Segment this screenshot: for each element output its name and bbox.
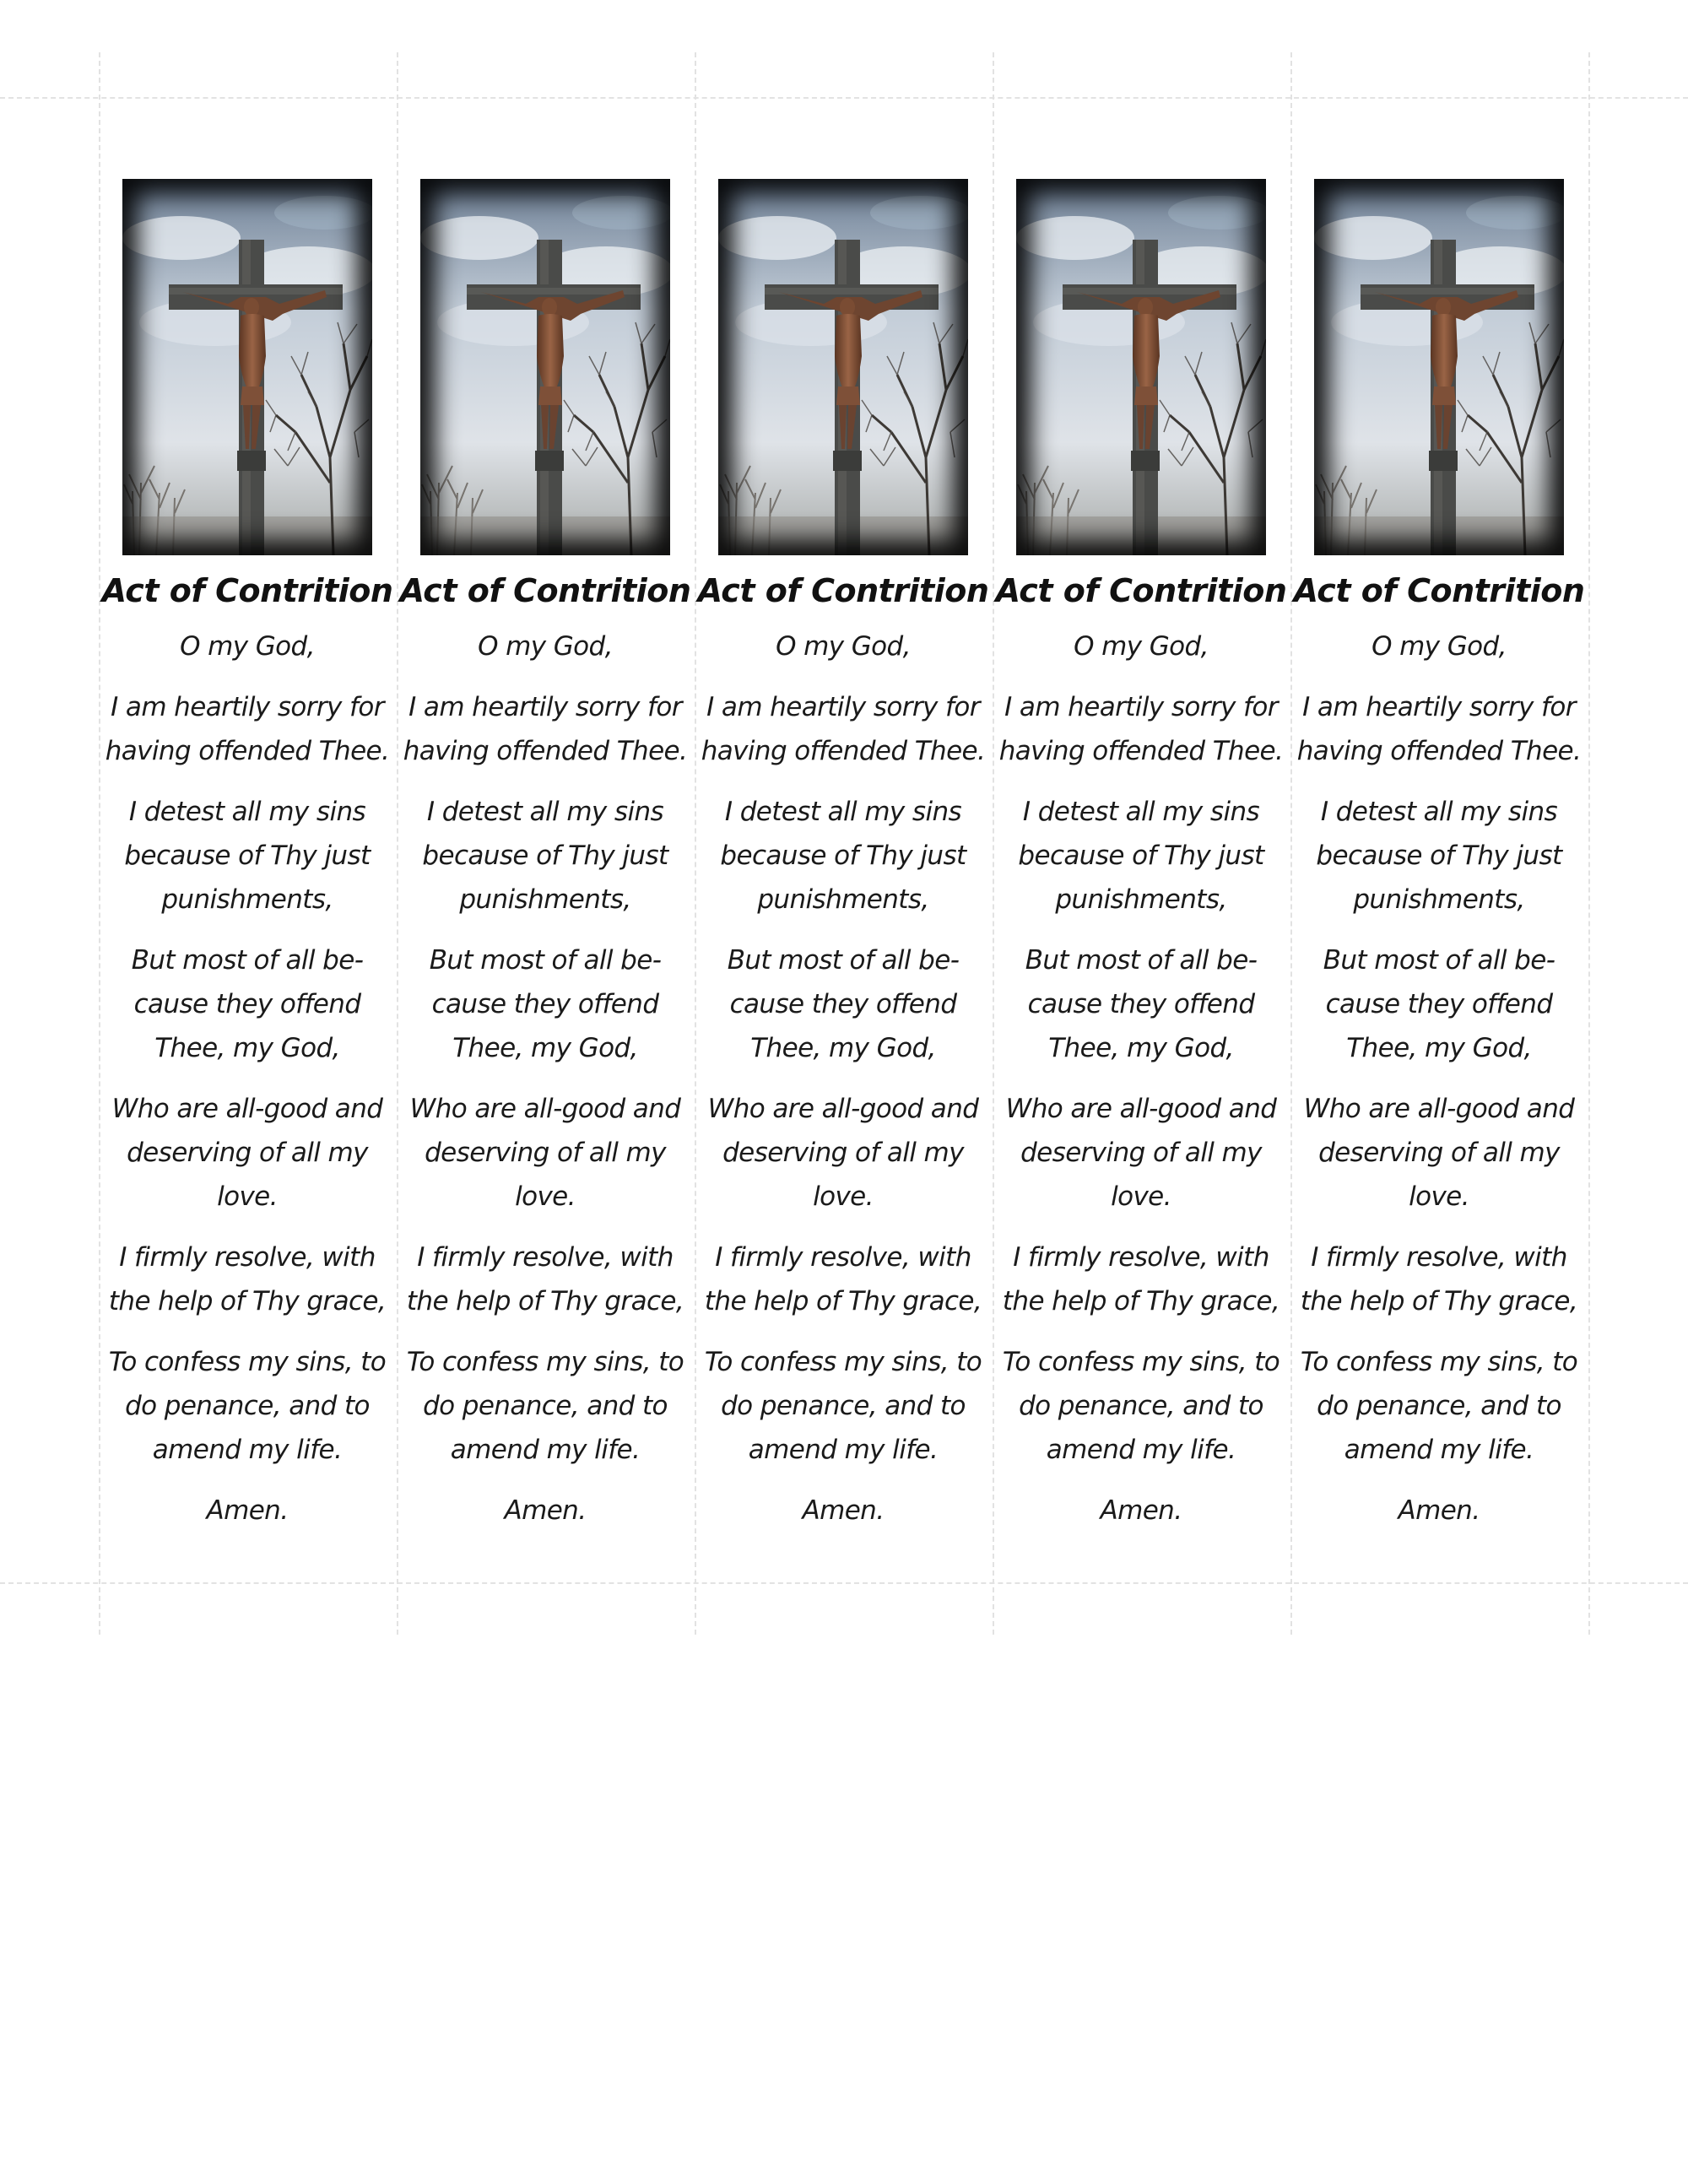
prayer-verse: I am heartily sorry for having offended Thee. <box>1296 692 1582 766</box>
prayer-verse: O my God, <box>1372 631 1507 662</box>
prayer-verse: I am heartily sorry for having offended Thee. <box>403 692 688 766</box>
prayer-verse: To confess my sins, to do penance, and to amend my life. <box>108 1347 387 1465</box>
prayer-verse: But most of all be- cause they offend Thee, my God, <box>429 945 662 1063</box>
prayer-verse: Who are all-good and deserving of all my love. <box>409 1094 681 1212</box>
prayer-verse: To confess my sins, to do penance, and to amend my life. <box>1300 1347 1578 1465</box>
prayer-verse: To confess my sins, to do penance, and to amend my life. <box>704 1347 982 1465</box>
prayer-verse: I am heartily sorry for having offended Thee. <box>701 692 986 766</box>
prayer-text <box>695 624 992 1533</box>
bookmark-card-5 <box>1290 179 1588 1549</box>
prayer-verse: To confess my sins, to do penance, and to amend my life. <box>406 1347 684 1465</box>
prayer-verse: Who are all-good and deserving of all my love. <box>1005 1094 1277 1212</box>
prayer-verse: I detest all my sins because of Thy just punishments, <box>1316 797 1562 915</box>
prayer-verse: But most of all be- cause they offend Thee, my God, <box>1025 945 1258 1063</box>
bookmark-title: Act of Contrition <box>399 572 691 609</box>
bookmark-card-4 <box>993 179 1290 1549</box>
crucifix-photo <box>420 179 670 555</box>
prayer-verse: O my God, <box>478 631 613 662</box>
prayer-verse: I detest all my sins because of Thy just punishments, <box>720 797 966 915</box>
prayer-verse: To confess my sins, to do penance, and to amend my life. <box>1002 1347 1280 1465</box>
prayer-verse: Who are all-good and deserving of all my love. <box>1303 1094 1575 1212</box>
bookmark-title: Act of Contrition <box>995 572 1287 609</box>
crucifix-photo <box>1314 179 1564 555</box>
prayer-verse: I detest all my sins because of Thy just punishments, <box>422 797 668 915</box>
prayer-verse: I firmly resolve, with the help of Thy grace, <box>1300 1242 1578 1316</box>
prayer-text <box>1290 624 1588 1533</box>
cut-guide-top <box>0 97 1688 99</box>
bookmark-title: Act of Contrition <box>101 572 393 609</box>
prayer-verse: Amen. <box>504 1495 587 1526</box>
prayer-verse: Amen. <box>802 1495 885 1526</box>
prayer-verse: Amen. <box>1398 1495 1480 1526</box>
prayer-verse: Who are all-good and deserving of all my love. <box>111 1094 383 1212</box>
prayer-verse: I am heartily sorry for having offended Thee. <box>105 692 390 766</box>
prayer-verse: Who are all-good and deserving of all my love. <box>707 1094 979 1212</box>
prayer-verse: But most of all be- cause they offend Thee, my God, <box>1323 945 1555 1063</box>
prayer-verse: O my God, <box>1074 631 1209 662</box>
prayer-verse: I firmly resolve, with the help of Thy grace, <box>1002 1242 1280 1316</box>
bookmark-card-3 <box>695 179 992 1549</box>
prayer-verse: Amen. <box>206 1495 289 1526</box>
bookmark-title: Act of Contrition <box>1293 572 1585 609</box>
prayer-text <box>993 624 1290 1533</box>
prayer-verse: I detest all my sins because of Thy just punishments, <box>1018 797 1264 915</box>
prayer-verse: I firmly resolve, with the help of Thy grace, <box>108 1242 387 1316</box>
crucifix-photo <box>718 179 968 555</box>
prayer-verse: O my God, <box>776 631 911 662</box>
prayer-text <box>397 624 694 1533</box>
crucifix-photo <box>1016 179 1266 555</box>
bookmark-card-2 <box>397 179 694 1549</box>
bookmark-title: Act of Contrition <box>697 572 989 609</box>
cut-guide-bottom <box>0 1582 1688 1584</box>
prayer-verse: Amen. <box>1100 1495 1182 1526</box>
prayer-verse: I am heartily sorry for having offended Thee. <box>998 692 1284 766</box>
prayer-verse: But most of all be- cause they offend Thee, my God, <box>131 945 364 1063</box>
prayer-verse: O my God, <box>180 631 315 662</box>
cut-guide-6 <box>1588 52 1590 1635</box>
bookmark-card-1 <box>99 179 396 1549</box>
prayer-text <box>99 624 396 1533</box>
prayer-verse: I firmly resolve, with the help of Thy grace, <box>406 1242 684 1316</box>
crucifix-photo <box>122 179 372 555</box>
prayer-verse: But most of all be- cause they offend Thee, my God, <box>727 945 960 1063</box>
prayer-verse: I detest all my sins because of Thy just punishments, <box>124 797 371 915</box>
prayer-verse: I firmly resolve, with the help of Thy grace, <box>704 1242 982 1316</box>
